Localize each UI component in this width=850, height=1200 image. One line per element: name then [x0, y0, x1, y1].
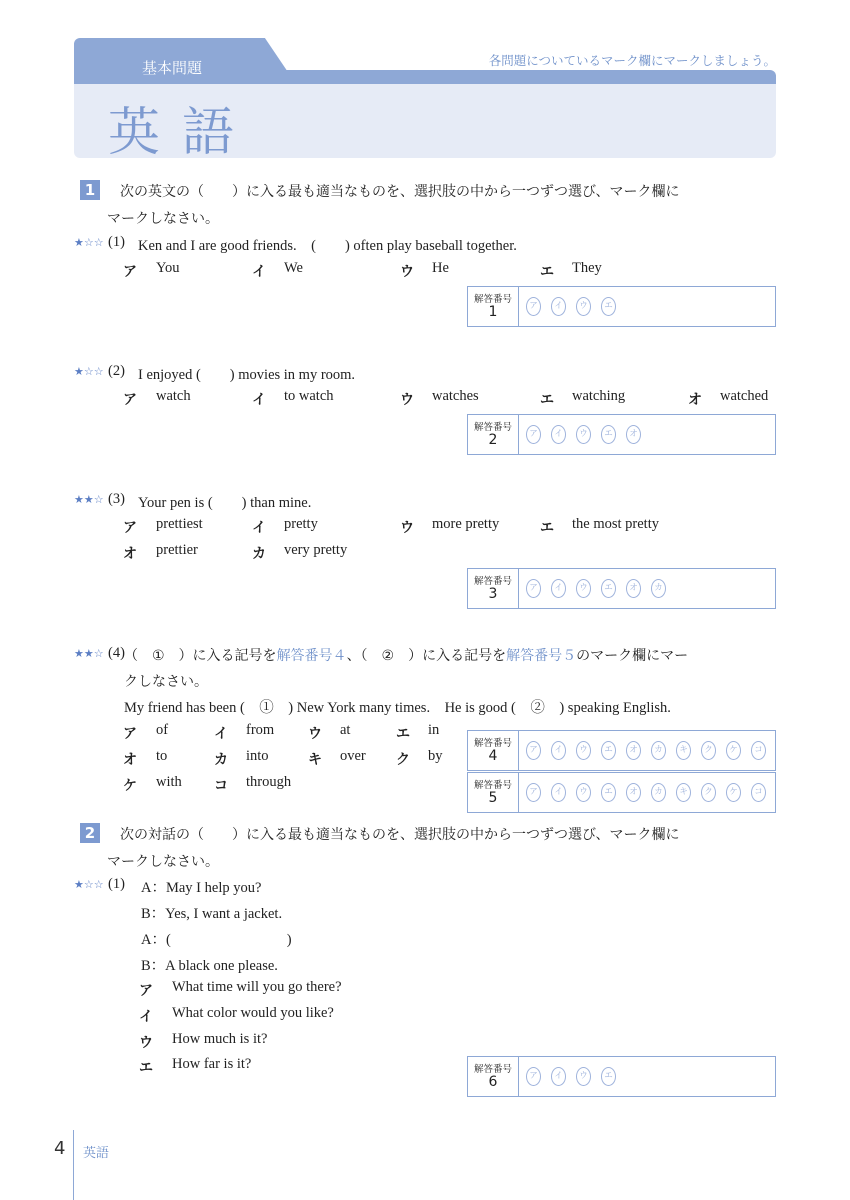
mark-bubble[interactable]: ウ	[576, 741, 591, 760]
choice-mark: オ	[123, 546, 137, 562]
footer-divider	[73, 1130, 74, 1200]
mark-bubble[interactable]: オ	[626, 783, 641, 802]
answer-label-text: 解答番号	[473, 576, 512, 587]
choice-mark: エ	[540, 392, 554, 408]
mark-bubble[interactable]: オ	[626, 579, 641, 598]
answer-box-label	[468, 569, 519, 608]
dialog-line: B：A black one please.	[141, 958, 278, 974]
choice-mark: イ	[252, 520, 266, 536]
choice-text: What color would you like?	[172, 1005, 334, 1021]
item-sentence: I enjoyed ( ) movies in my room.	[138, 367, 356, 383]
mark-bubble[interactable]: カ	[651, 783, 666, 802]
choice-mark: カ	[252, 546, 266, 562]
instruction-part: （ ① ）に入る記号を	[124, 648, 277, 664]
mark-bubble[interactable]: カ	[651, 741, 666, 760]
answer-label-text: 解答番号	[473, 422, 512, 433]
choice-text: in	[428, 722, 440, 738]
choice-text: watch	[156, 388, 191, 404]
mark-bubble[interactable]: エ	[601, 297, 616, 316]
choice-mark: エ	[396, 726, 410, 742]
choice-mark: ア	[139, 983, 153, 999]
section-label: 基本問題	[142, 59, 203, 77]
mark-bubble[interactable]: ア	[526, 297, 541, 316]
q1-instruction-line2: マークしなさい。	[107, 211, 219, 227]
mark-bubble[interactable]: ウ	[576, 579, 591, 598]
mark-bubble[interactable]: オ	[626, 425, 641, 444]
mark-bubble[interactable]: ウ	[576, 1067, 591, 1086]
choice-text: by	[428, 748, 443, 764]
answer-box-3	[467, 568, 776, 609]
mark-bubble[interactable]: ウ	[576, 783, 591, 802]
item-number: (3)	[108, 491, 125, 507]
choice-mark: ク	[396, 752, 410, 768]
mark-bubble[interactable]: エ	[601, 1067, 616, 1086]
difficulty-stars: ★☆☆	[74, 365, 104, 378]
choice-text: from	[246, 722, 275, 738]
mark-bubble[interactable]: キ	[676, 741, 691, 760]
choice-mark: カ	[214, 752, 228, 768]
mark-bubble[interactable]: オ	[626, 741, 641, 760]
choice-mark: ウ	[400, 392, 414, 408]
choice-mark: イ	[139, 1009, 153, 1025]
item-number: (1)	[108, 876, 125, 892]
q2-instruction: 次の対話の（ ）に入る最も適当なものを、選択肢の中から一つずつ選び、マーク欄に	[120, 827, 680, 843]
choice-text: What time will you go there?	[172, 979, 342, 995]
choice-text: prettiest	[156, 516, 203, 532]
mark-bubble[interactable]: エ	[601, 425, 616, 444]
choice-text: through	[246, 774, 292, 790]
q2-instruction-line2: マークしなさい。	[107, 854, 219, 870]
choice-text: We	[284, 260, 303, 276]
answer-box-label	[468, 773, 519, 812]
choice-text: He	[432, 260, 449, 276]
mark-bubble[interactable]: カ	[651, 579, 666, 598]
mark-bubble[interactable]: ア	[526, 783, 541, 802]
choice-mark: コ	[214, 778, 228, 794]
choice-text: pretty	[284, 516, 318, 532]
mark-bubble[interactable]: イ	[551, 579, 566, 598]
answer-number: 6	[488, 1074, 498, 1090]
answer-label-text: 解答番号	[473, 1064, 512, 1075]
choice-text: You	[156, 260, 180, 276]
answer-label-text: 解答番号	[473, 738, 512, 749]
choice-text: watches	[432, 388, 479, 404]
answer-box-label	[468, 731, 519, 770]
mark-bubble[interactable]: ケ	[726, 741, 741, 760]
choice-text: How much is it?	[172, 1031, 268, 1047]
mark-bubble[interactable]: ア	[526, 425, 541, 444]
mark-bubble[interactable]: イ	[551, 783, 566, 802]
item-number: (4)	[108, 645, 125, 661]
choice-mark: イ	[214, 726, 228, 742]
answer-ref-4: 解答番号４	[276, 648, 347, 664]
difficulty-stars: ★☆☆	[74, 878, 104, 891]
answer-number: 3	[488, 586, 498, 602]
mark-bubble[interactable]: コ	[751, 783, 766, 802]
mark-bubble[interactable]: ア	[526, 741, 541, 760]
answer-ref-5: 解答番号５	[506, 648, 577, 664]
mark-bubble[interactable]: イ	[551, 1067, 566, 1086]
mark-bubble[interactable]: エ	[601, 741, 616, 760]
answer-box-1	[467, 286, 776, 327]
answer-box-2	[467, 414, 776, 455]
choice-mark: ア	[123, 726, 137, 742]
choice-text: to	[156, 748, 168, 764]
mark-bubble[interactable]: ア	[526, 1067, 541, 1086]
answer-box-5	[467, 772, 776, 813]
choice-text: with	[156, 774, 182, 790]
choice-mark: オ	[123, 752, 137, 768]
answer-number: 2	[488, 432, 498, 448]
choice-text: watched	[720, 388, 769, 404]
dialog-line: B：Yes, I want a jacket.	[141, 906, 283, 922]
mark-bubble[interactable]: エ	[601, 783, 616, 802]
choice-mark: ア	[123, 520, 137, 536]
page-title: 英語	[108, 103, 257, 163]
choice-text: of	[156, 722, 169, 738]
choice-text: the most pretty	[572, 516, 659, 532]
mark-bubble[interactable]: ク	[701, 741, 716, 760]
mark-bubble[interactable]: イ	[551, 425, 566, 444]
choice-text: How far is it?	[172, 1056, 252, 1072]
choice-mark: イ	[252, 264, 266, 280]
item-sentence: My friend has been ( ① ) New York many times. He is good ( ② ) speaking English.	[124, 700, 671, 716]
choice-mark: ウ	[308, 726, 322, 742]
dialog-line: A：( )	[141, 932, 292, 948]
choice-text: very pretty	[284, 542, 348, 558]
header-note: 各問題についているマーク欄にマークしましょう。	[488, 53, 776, 68]
instruction-part: 、（ ② ）に入る記号を	[346, 648, 507, 664]
mark-bubble[interactable]: ウ	[576, 297, 591, 316]
mark-bubble[interactable]: イ	[551, 297, 566, 316]
question-number-2: 2	[80, 823, 100, 843]
instruction-part: のマーク欄にマー	[576, 648, 689, 664]
choice-text: to watch	[284, 388, 334, 404]
answer-box-label	[468, 415, 519, 454]
item-number: (2)	[108, 363, 125, 379]
page-number: 4	[54, 1138, 66, 1159]
answer-box-6	[467, 1056, 776, 1097]
choice-mark: ア	[123, 264, 137, 280]
choice-text: over	[340, 748, 366, 764]
item-instruction	[124, 645, 688, 665]
mark-bubble[interactable]: イ	[551, 741, 566, 760]
mark-bubble[interactable]: ウ	[576, 425, 591, 444]
answer-label-text: 解答番号	[473, 780, 512, 791]
mark-bubble[interactable]: ア	[526, 579, 541, 598]
answer-box-label	[468, 1057, 519, 1096]
question-number-1: 1	[80, 180, 100, 200]
choice-mark: ケ	[123, 778, 137, 794]
choice-text: more pretty	[432, 516, 500, 532]
answer-number: 5	[488, 790, 498, 806]
dialog-line: A：May I help you?	[141, 880, 262, 896]
choice-mark: オ	[688, 392, 702, 408]
choice-text: at	[340, 722, 351, 738]
choice-mark: ウ	[400, 264, 414, 280]
answer-label-text: 解答番号	[473, 294, 512, 305]
choice-mark: ウ	[400, 520, 414, 536]
q1-instruction: 次の英文の（ ）に入る最も適当なものを、選択肢の中から一つずつ選び、マーク欄に	[120, 184, 680, 200]
mark-bubble[interactable]: エ	[601, 579, 616, 598]
answer-number: 4	[488, 748, 498, 764]
item-sentence: Your pen is ( ) than mine.	[138, 495, 312, 511]
item-number: (1)	[108, 234, 125, 250]
choice-text: into	[246, 748, 269, 764]
choice-mark: キ	[308, 752, 322, 768]
choice-mark: エ	[139, 1060, 153, 1076]
mark-bubble[interactable]: ケ	[726, 783, 741, 802]
item-sentence: Ken and I are good friends. ( ) often play baseball together.	[138, 238, 517, 254]
mark-bubble[interactable]: ク	[701, 783, 716, 802]
choice-mark: エ	[540, 264, 554, 280]
choice-mark: ア	[123, 392, 137, 408]
item-instruction-line2: クしなさい。	[124, 674, 208, 690]
difficulty-stars: ★☆☆	[74, 236, 104, 249]
answer-number: 1	[488, 304, 498, 320]
choice-text: watching	[572, 388, 626, 404]
difficulty-stars: ★★☆	[74, 647, 104, 660]
footer-label: 英語	[83, 1146, 110, 1161]
mark-bubble[interactable]: コ	[751, 741, 766, 760]
choice-text: prettier	[156, 542, 198, 558]
mark-bubble[interactable]: キ	[676, 783, 691, 802]
choice-text: They	[572, 260, 602, 276]
difficulty-stars: ★★☆	[74, 493, 104, 506]
choice-mark: ウ	[139, 1035, 153, 1051]
answer-box-label	[468, 287, 519, 326]
answer-box-4	[467, 730, 776, 771]
choice-mark: イ	[252, 392, 266, 408]
choice-mark: エ	[540, 520, 554, 536]
